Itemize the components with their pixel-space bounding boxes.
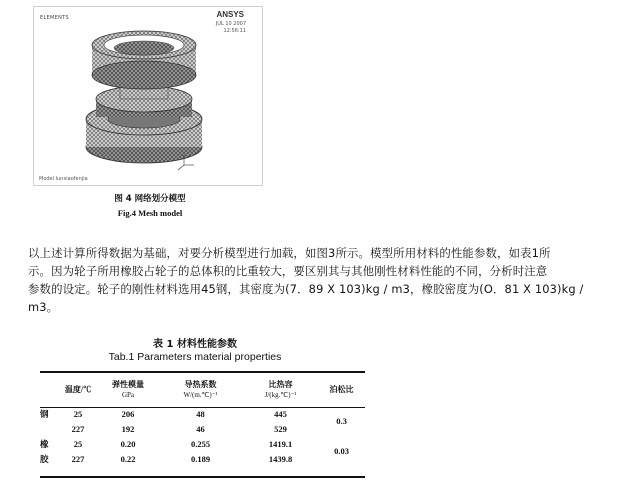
material-blank: [40, 421, 58, 436]
table-row: [40, 436, 365, 451]
cell-specific-heat: 529: [274, 423, 287, 434]
header-modulus: [98, 373, 158, 406]
table-row: [40, 421, 365, 436]
header-conductivity-unit: W/(m.℃)⁻¹: [183, 390, 218, 399]
cell-conductivity: 0.189: [190, 453, 211, 464]
figure-model-label: Model lunxiaofenjia: [39, 176, 88, 182]
figure-mesh-model: [33, 6, 263, 186]
paragraph-line: 参数的设定。轮子的刚性材料选用45钢，其密度为(7．89 X 103)kg / m3，橡胶密度为(O．81 X 103)kg /: [28, 282, 584, 296]
cell-temp: 227: [71, 423, 85, 434]
cell-conductivity: 48: [196, 408, 205, 419]
cell-conductivity: 0.255: [190, 438, 211, 449]
cell-temp: 227: [71, 453, 85, 464]
table-header-row: [40, 373, 365, 406]
header-specific-heat-unit: J/(kg.℃)⁻¹: [264, 390, 297, 399]
table-row: [40, 406, 365, 421]
cell-specific-heat: 1439.8: [268, 453, 293, 464]
figure-caption-en: Fig.4 Mesh model: [117, 208, 183, 218]
header-specific-heat-label: 比热容: [268, 379, 293, 389]
cell-poisson-rubber: 0.03: [334, 446, 349, 456]
header-poisson: 泊松比: [329, 385, 354, 394]
material-properties-table: [40, 373, 365, 466]
figure-date: JUL 10 2007: [215, 21, 246, 27]
figure-brand-label: ANSYS: [216, 10, 244, 19]
cell-modulus: 192: [121, 423, 135, 434]
paragraph-line: 以上述计算所得数据为基础，对要分析模型进行加载，如图3所示。模型所用材料的性能参数，如表1所: [28, 246, 551, 260]
header-material: [40, 373, 58, 406]
figure-time: 12:56:11: [223, 28, 246, 34]
header-modulus-unit: GPa: [121, 390, 135, 399]
cell-conductivity: 46: [196, 423, 205, 434]
cell-modulus: 0.22: [120, 453, 136, 464]
material-rubber-char2: 胶: [40, 454, 49, 465]
header-specific-heat: [243, 373, 318, 406]
figure-caption-cn: 图 4 网络划分模型: [114, 194, 186, 204]
cell-specific-heat: 1419.1: [268, 438, 293, 449]
table-row: [40, 451, 365, 466]
header-temperature: 温度/℃: [64, 385, 92, 394]
header-conductivity: [158, 373, 243, 406]
table-title-en: Tab.1 Parameters material properties: [108, 351, 282, 363]
material-rubber-char1: 橡: [40, 439, 49, 450]
header-modulus-label: 弹性模量: [112, 379, 144, 389]
material-steel-char1: 钢: [40, 409, 49, 420]
table-bottom-rule: [40, 476, 365, 478]
figure-element-label: ELEMENTS: [40, 15, 69, 21]
figure-timestamp: [216, 21, 246, 35]
table-title-cn: 表 1 材料性能参数: [153, 339, 237, 350]
cell-specific-heat: 445: [274, 408, 287, 419]
cell-temp: 25: [73, 408, 83, 419]
paragraph-line: 示。因为轮子所用橡胶占轮子的总体积的比重较大，要区别其与其他刚性材料性能的不同，分析时注意: [28, 264, 548, 278]
cell-modulus: 0.20: [120, 438, 136, 449]
paragraph-line: m3。: [28, 300, 59, 314]
header-conductivity-label: 导热系数: [184, 379, 217, 389]
cell-poisson-steel: 0.3: [336, 416, 347, 426]
cell-modulus: 206: [121, 408, 135, 419]
cell-temp: 25: [73, 438, 83, 449]
body-paragraph: [28, 244, 634, 316]
